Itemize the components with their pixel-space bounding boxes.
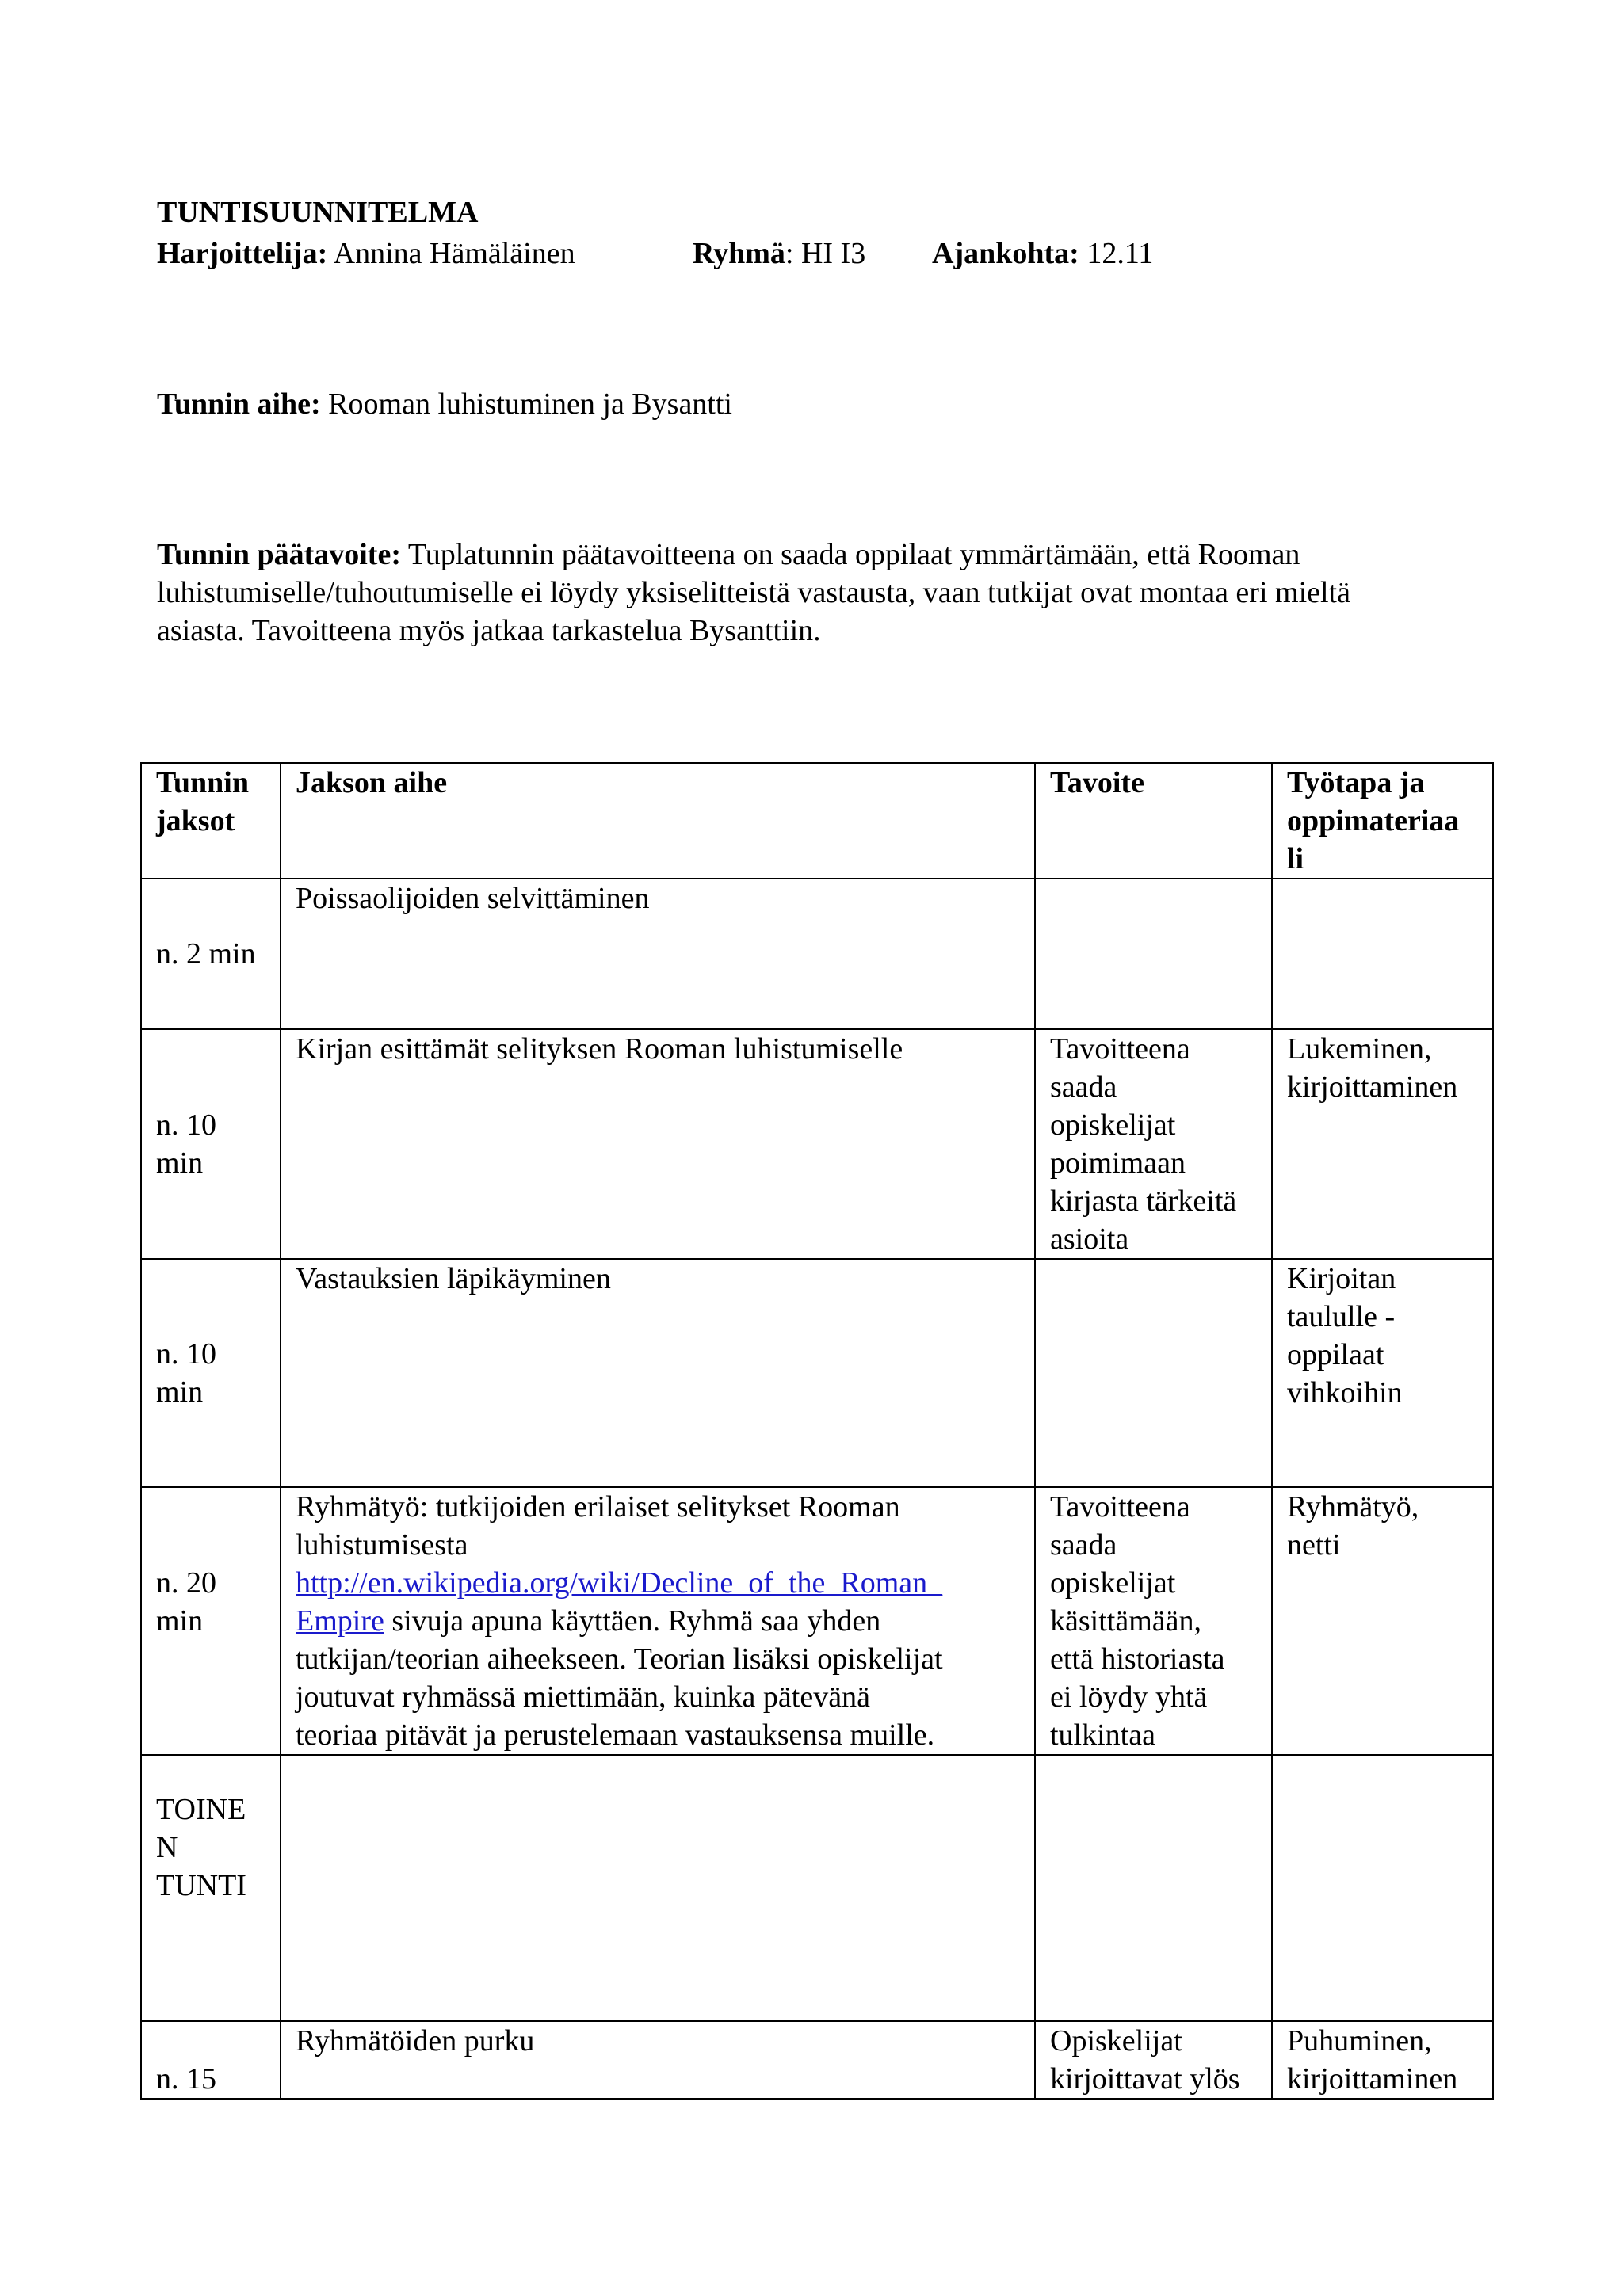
table-row bbox=[141, 2021, 1493, 2099]
row-topic: Poissaolijoiden selvittäminen bbox=[281, 879, 1035, 1029]
header-time: Tunnin jaksot bbox=[141, 763, 281, 879]
table-row bbox=[141, 1259, 1493, 1487]
row-method: Ryhmätyö, netti bbox=[1272, 1487, 1493, 1755]
row-time: n. 2 min bbox=[141, 879, 281, 1029]
row-time: n. 10 min bbox=[141, 1259, 281, 1487]
row-time: n. 15 bbox=[141, 2021, 281, 2099]
lesson-topic-label: Tunnin aihe: bbox=[157, 387, 321, 421]
row-time: TOINE N TUNTI bbox=[141, 1755, 281, 2021]
group-value: : HI I3 bbox=[785, 237, 866, 270]
row-topic: Ryhmätyö: tutkijoiden erilaiset selitykset Rooman luhistumisesta http://en.wikipedia.org/wiki/Decline_of_the_Roman_ Empire sivuja apuna käyttäen. Ryhmä saa yhden tutkijan/teorian aiheekseen. Teorian lisäksi opiskelijat joutuvat ryhmässä miettimään, kuinka pätevänä teoriaa pitävät ja perustelemaan vastauksensa muille. bbox=[281, 1487, 1035, 1755]
trainer-label: Harjoittelija: bbox=[157, 237, 328, 270]
date-value: 12.11 bbox=[1086, 237, 1154, 270]
table-row bbox=[141, 1487, 1493, 1755]
row-goal: Tavoitteena saada opiskelijat poimimaan kirjasta tärkeitä asioita bbox=[1035, 1029, 1272, 1259]
row-method bbox=[1272, 879, 1493, 1029]
group-label: Ryhmä bbox=[693, 237, 785, 270]
row-method: Puhuminen, kirjoittaminen bbox=[1272, 2021, 1493, 2099]
lesson-goal-line-2: luhistumiselle/tuhoutumiselle ei löydy yksiselitteistä vastausta, vaan tutkijat ovat montaa eri mieltä bbox=[157, 576, 1350, 609]
table-row bbox=[141, 879, 1493, 1029]
row-topic: Vastauksien läpikäyminen bbox=[281, 1259, 1035, 1487]
header-topic: Jakson aihe bbox=[281, 763, 1035, 879]
row-time: n. 10 min bbox=[141, 1029, 281, 1259]
trainer-name: Annina Hämäläinen bbox=[333, 237, 575, 270]
row-method: Lukeminen, kirjoittaminen bbox=[1272, 1029, 1493, 1259]
table-row bbox=[141, 1029, 1493, 1259]
lesson-goal-label: Tunnin päätavoite: bbox=[157, 538, 401, 571]
document-title: TUNTISUUNNITELMA bbox=[157, 196, 479, 229]
lesson-plan-table bbox=[140, 762, 1494, 2100]
table-row bbox=[141, 1755, 1493, 2021]
row-method: Kirjoitan taululle - oppilaat vihkoihin bbox=[1272, 1259, 1493, 1487]
row-goal: Opiskelijat kirjoittavat ylös bbox=[1035, 2021, 1272, 2099]
row-topic: Kirjan esittämät selityksen Rooman luhistumiselle bbox=[281, 1029, 1035, 1259]
lesson-topic-value: Rooman luhistuminen ja Bysantti bbox=[328, 387, 732, 421]
lesson-goal-line-1: Tunnin päätavoite: Tuplatunnin päätavoitteena on saada oppilaat ymmärtämään, että Rooman bbox=[157, 538, 1300, 571]
header-method: Työtapa ja oppimateriaa li bbox=[1272, 763, 1493, 879]
lesson-topic bbox=[157, 385, 732, 423]
row-topic bbox=[281, 1755, 1035, 2021]
row-time: n. 20 min bbox=[141, 1487, 281, 1755]
lesson-goal bbox=[157, 536, 1504, 650]
group-line bbox=[693, 235, 865, 273]
date-label: Ajankohta: bbox=[932, 237, 1079, 270]
row-goal bbox=[1035, 879, 1272, 1029]
row-topic: Ryhmätöiden purku bbox=[281, 2021, 1035, 2099]
lesson-goal-line-3: asiasta. Tavoitteena myös jatkaa tarkastelua Bysanttiin. bbox=[157, 614, 821, 647]
table-header-row bbox=[141, 763, 1493, 879]
header-goal: Tavoite bbox=[1035, 763, 1272, 879]
wikipedia-link-continued[interactable]: Empire bbox=[296, 1604, 384, 1638]
row-goal bbox=[1035, 1259, 1272, 1487]
date-line bbox=[932, 235, 1153, 273]
wikipedia-link[interactable]: http://en.wikipedia.org/wiki/Decline_of_the_Roman_ bbox=[296, 1566, 943, 1600]
row-goal: Tavoitteena saada opiskelijat käsittämään, että historiasta ei löydy yhtä tulkintaa bbox=[1035, 1487, 1272, 1755]
trainer-line bbox=[157, 235, 575, 273]
row-method bbox=[1272, 1755, 1493, 2021]
row-goal bbox=[1035, 1755, 1272, 2021]
